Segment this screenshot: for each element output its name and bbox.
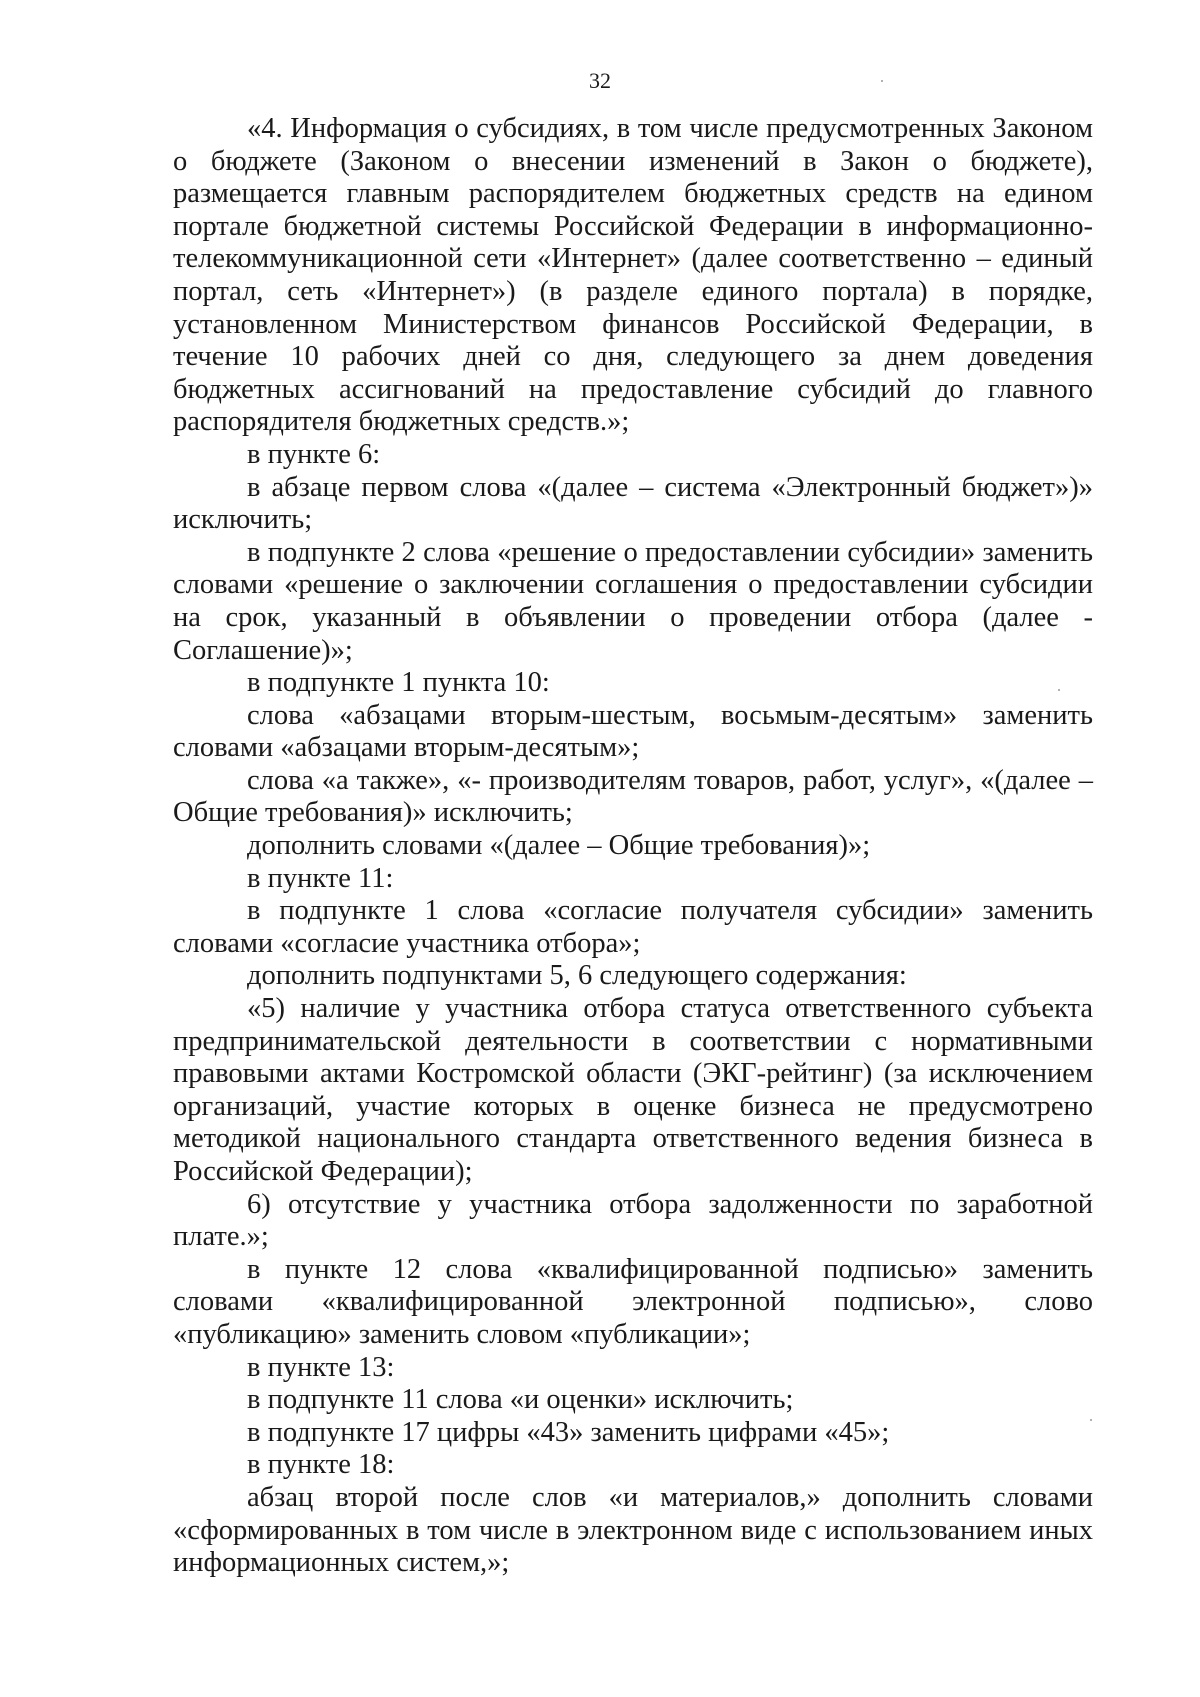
paragraph: абзац второй после слов «и материалов,» дополнить словами «сформированных в том числе в электронном виде с использованием иных информационных систем,»; [173, 1481, 1093, 1579]
paragraph: в пункте 11: [247, 862, 394, 894]
paragraph: в подпункте 11 слова «и оценки» исключить; [247, 1384, 794, 1416]
paragraph: 6) отсутствие у участника отбора задолженности по заработной плате.»; [173, 1188, 1093, 1253]
paragraph: слова «абзацами вторым-шестым, восьмым-десятым» заменить словами «абзацами вторым-десятым»; [173, 699, 1093, 764]
paragraph: в подпункте 2 слова «решение о предоставлении субсидии» заменить словами «решение о заключении соглашения о предоставлении субсидии на срок, указанный в объявлении о проведении отбора (далее - Соглашение)»; [173, 536, 1093, 666]
paragraph: в абзаце первом слова «(далее – система «Электронный бюджет»)» исключить; [173, 471, 1093, 536]
paragraph: дополнить подпунктами 5, 6 следующего содержания: [247, 960, 907, 992]
paragraph: в подпункте 17 цифры «43» заменить цифрами «45»; [247, 1416, 890, 1448]
paragraph: в пункте 13: [247, 1351, 395, 1383]
paragraph: в пункте 18: [247, 1449, 395, 1481]
paragraph: «5) наличие у участника отбора статуса ответственного субъекта предпринимательской деятельности в соответствии с нормативными правовыми актами Костромской области (ЭКГ-рейтинг) (за исключением организаций, участие которых в оценке бизнеса не предусмотрено методикой национального стандарта ответственного ведения бизнеса в Российской Федерации); [173, 993, 1093, 1187]
paragraph: в пункте 6: [247, 438, 381, 470]
paragraph: в пункте 12 слова «квалифицированной подписью» заменить словами «квалифицированной электронной подписью», слово «публикацию» заменить словом «публикации»; [173, 1253, 1093, 1350]
paragraph: «4. Информация о субсидиях, в том числе предусмотренных Законом о бюджете (Законом о внесении изменений в Закон о бюджете), размещается главным распорядителем бюджетных средств на едином портале бюджетной системы Российской Федерации в информационно-телекоммуникационной сети «Интернет» (далее соответственно – единый портал, сеть «Интернет») (в разделе единого портала) в порядке, установленном Министерством финансов Российской Федерации, в течение 10 рабочих дней со дня, следующего за днем доведения бюджетных ассигнований на предоставление субсидий до главного распорядителя бюджетных средств.»; [173, 113, 1093, 438]
page-number: 32 [589, 68, 611, 93]
paragraph: в подпункте 1 слова «согласие получателя субсидии» заменить словами «согласие участника отбора»; [173, 895, 1093, 959]
paragraph: слова «а также», «- производителям товаров, работ, услуг», «(далее – Общие требования)» исключить; [173, 764, 1093, 829]
paragraph: дополнить словами «(далее – Общие требования)»; [247, 830, 871, 862]
scan-speck [881, 80, 883, 82]
document-body [173, 113, 1093, 1580]
paragraph: в подпункте 1 пункта 10: [247, 667, 550, 699]
